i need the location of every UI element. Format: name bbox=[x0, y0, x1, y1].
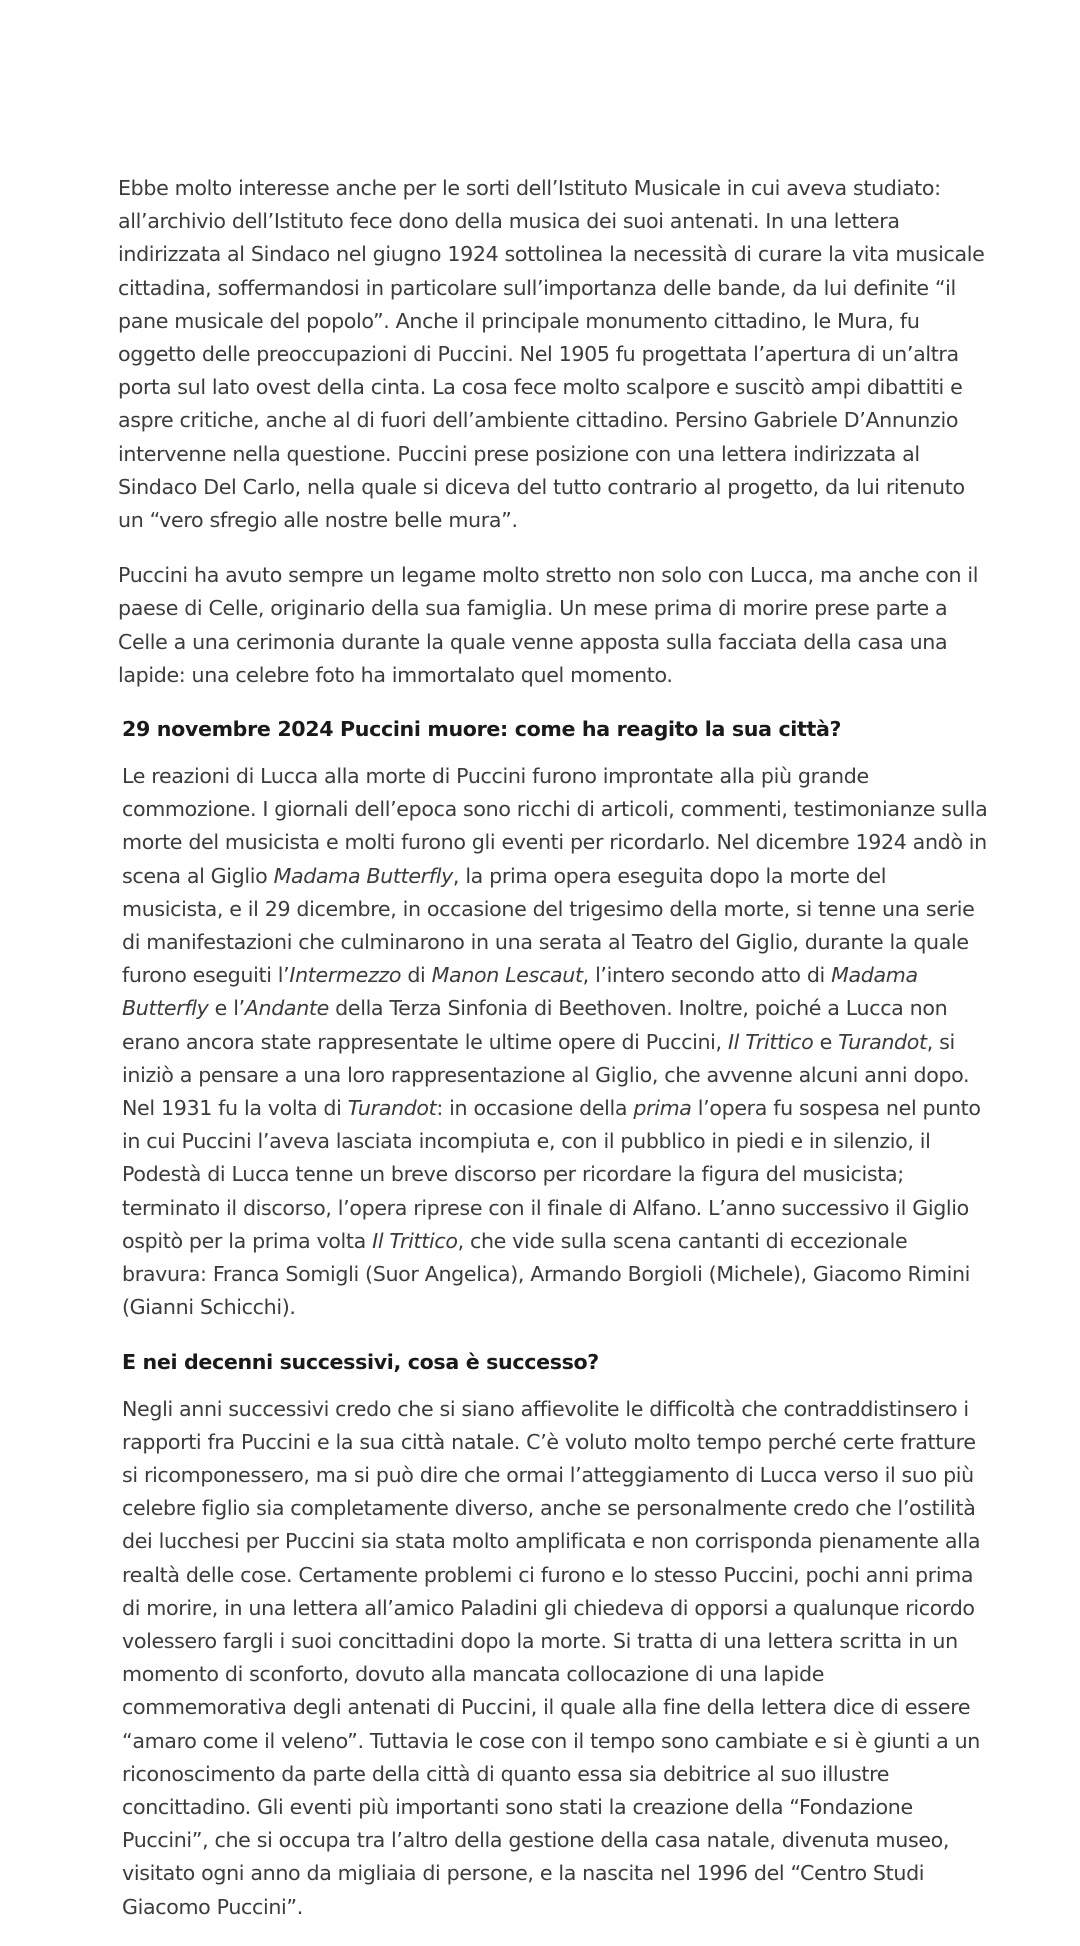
paragraph-reactions: Le reazioni di Lucca alla morte di Puccini furono improntate alla più grande commozione. I giornali dell’epoca sono ricchi di articoli, commenti, testimonianze sulla morte del musicista e molti furono gli eventi per ricordarlo. Nel dicembre 1924 andò in scena al Giglio Madama Butterfly, la prima opera eseguita dopo la morte del musicista, e il 29 dicembre, in occasione del trigesimo della morte, si tenne una serie di manifestazioni che culminarono in una serata al Teatro del Giglio, durante la quale furono eseguiti l’Intermezzo di Manon Lescaut, l’intero secondo atto di Madama Butterfly e l’Andante della Terza Sinfonia di Beethoven. Inoltre, poiché a Lucca non erano ancora state rappresentate le ultime opere di Puccini, Il Trittico e Turandot, si iniziò a pensare a una loro rappresentazione al Giglio, che avvenne alcuni anni dopo. Nel 1931 fu la volta di Turandot: in occasione della prima l’opera fu sospesa nel punto in cui Puccini l’aveva lasciata incompiuta e, con il pubblico in piedi e in silenzio, il Podestà di Lucca tenne un breve discorso per ricordare la figura del musicista; terminato il discorso, l’opera riprese con il finale di Alfano. L’anno successivo il Giglio ospitò per la prima volta Il Trittico, che vide sulla scena cantanti di eccezionale bravura: Franca Somigli (Suor Angelica), Armando Borgioli (Michele), Giacomo Rimini (Gianni Schicchi). bbox=[122, 764, 988, 1320]
paragraph-istituto-musicale: Ebbe molto interesse anche per le sorti dell’Istituto Musicale in cui aveva studiato: all’archivio dell’Istituto fece dono della musica dei suoi antenati. In una lettera indirizzata al Sindaco nel giugno 1924 sottolinea la necessità di curare la vita musicale cittadina, soffermandosi in particolare sull’importanza delle bande, da lui definite “il pane musicale del popolo”. Anche il principale monumento cittadino, le Mura, fu oggetto delle preoccupazioni di Puccini. Nel 1905 fu progettata l’apertura di un’altra porta sul lato ovest della cinta. La cosa fece molto scalpore e suscitò ampi dibattiti e aspre critiche, anche al di fuori dell’ambiente cittadino. Persino Gabriele D’Annunzio intervenne nella questione. Puccini prese posizione con una lettera indirizzata al Sindaco Del Carlo, nella quale si diceva del tutto contrario al progetto, da lui ritenuto un “vero sfregio alle nostre belle mura”. bbox=[118, 176, 985, 533]
article-body bbox=[118, 172, 988, 1946]
paragraph-later-decades: Negli anni successivi credo che si siano affievolite le difficoltà che contraddistinsero i rapporti fra Puccini e la sua città natale. C’è voluto molto tempo perché certe fratture si ricomponessero, ma si può dire che ormai l’atteggiamento di Lucca verso il suo più celebre figlio sia completamente diverso, anche se personalmente credo che l’ostilità dei lucchesi per Puccini sia stata molto amplificata e non corrisponda pienamente alla realtà delle cose. Certamente problemi ci furono e lo stesso Puccini, pochi anni prima di morire, in una lettera all’amico Paladini gli chiedeva di opporsi a qualunque ricordo volessero fargli i suoi concittadini dopo la morte. Si tratta di una lettera scritta in un momento di sconforto, dovuto alla mancata collocazione di una lapide commemorativa degli antenati di Puccini, il quale alla fine della lettera dice di essere “amaro come il veleno”. Tuttavia le cose con il tempo sono cambiate e si è giunti a un riconoscimento da parte della città di quanto essa sia debitrice al suo illustre concittadino. Gli eventi più importanti sono stati la creazione della “Fondazione Puccini”, che si occupa tra l’altro della gestione della casa natale, divenuta museo, visitato ogni anno da migliaia di persone, e la nascita nel 1996 del “Centro Studi Giacomo Puccini”. bbox=[122, 1396, 981, 1919]
section-heading-decades: E nei decenni successivi, cosa è successo? bbox=[122, 1349, 599, 1374]
section-heading-death: 29 novembre 2024 Puccini muore: come ha reagito la sua città? bbox=[122, 717, 842, 742]
paragraph-celle: Puccini ha avuto sempre un legame molto stretto non solo con Lucca, ma anche con il paese di Celle, originario della sua famiglia. Un mese prima di morire prese parte a Celle a una cerimonia durante la quale venne apposta sulla facciata della casa una lapide: una celebre foto ha immortalato quel momento. bbox=[118, 563, 979, 687]
